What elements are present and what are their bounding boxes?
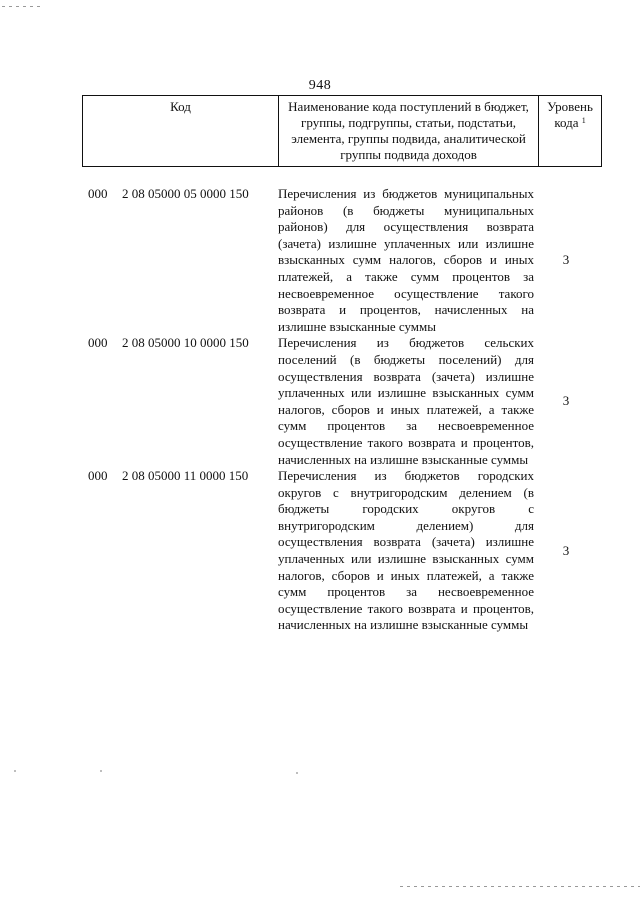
entry-prefix: 000 [88, 186, 108, 201]
entries-list [82, 186, 602, 634]
header-level: Уровень кода [547, 99, 593, 130]
entry-code: 2 08 05000 11 0000 150 [122, 468, 249, 484]
scan-artifact-dot [14, 770, 16, 772]
entry-code: 2 08 05000 05 0000 150 [122, 186, 249, 201]
entry-name: Перечисления из бюджетов городских округов с внутригородским делением (в бюджеты городских округов с внутригородским делением) для осуществления возврата (зачета) излишне уплаченных или излишне взысканных сумм налогов, сборов и иных платежей, а также сумм процентов за несвоевременное осуществление такого возврата и процентов, начисленных на излишне взысканные суммы [278, 468, 534, 633]
entry-name: Перечисления из бюджетов сельских поселений (в бюджеты поселений) для осуществления возврата (зачета) излишне уплаченных или излишне взысканных сумм налогов, сборов и иных платежей, а также сумм процентов за несвоевременное осуществление такого возврата и процентов, начисленных на излишне взысканные суммы [278, 335, 534, 467]
scan-artifact-top [2, 6, 42, 7]
header-name: Наименование кода поступлений в бюджет, группы, подгруппы, статьи, подстатьи, элемента, группы подвида, аналитической группы подвида доходов [279, 96, 539, 167]
entry-level: 3 [562, 393, 570, 409]
entry-prefix: 000 [88, 468, 108, 484]
header-level-cell [539, 96, 602, 167]
entry-code: 2 08 05000 10 0000 150 [122, 335, 249, 351]
entry-row [82, 186, 602, 335]
header-code: Код [83, 96, 279, 167]
scan-artifact-dot [100, 770, 102, 772]
page-number: 948 [308, 78, 332, 93]
header-table [82, 95, 602, 167]
entry-row [82, 468, 602, 634]
header-level-footnote: 1 [581, 116, 586, 125]
entry-row [82, 335, 602, 468]
entry-level: 3 [562, 252, 570, 268]
scan-artifact-dot [296, 772, 298, 774]
entry-level: 3 [562, 542, 570, 558]
scan-artifact-bottom [400, 886, 640, 887]
entry-prefix: 000 [88, 335, 108, 351]
entry-name: Перечисления из бюджетов муниципальных районов (в бюджеты муниципальных районов) для осуществления возврата (зачета) излишне уплаченных или излишне взысканных сумм налогов, сборов и иных платежей, а также сумм процентов за несвоевременное осуществление такого возврата и процентов, начисленных на излишне взысканные суммы [278, 186, 534, 334]
